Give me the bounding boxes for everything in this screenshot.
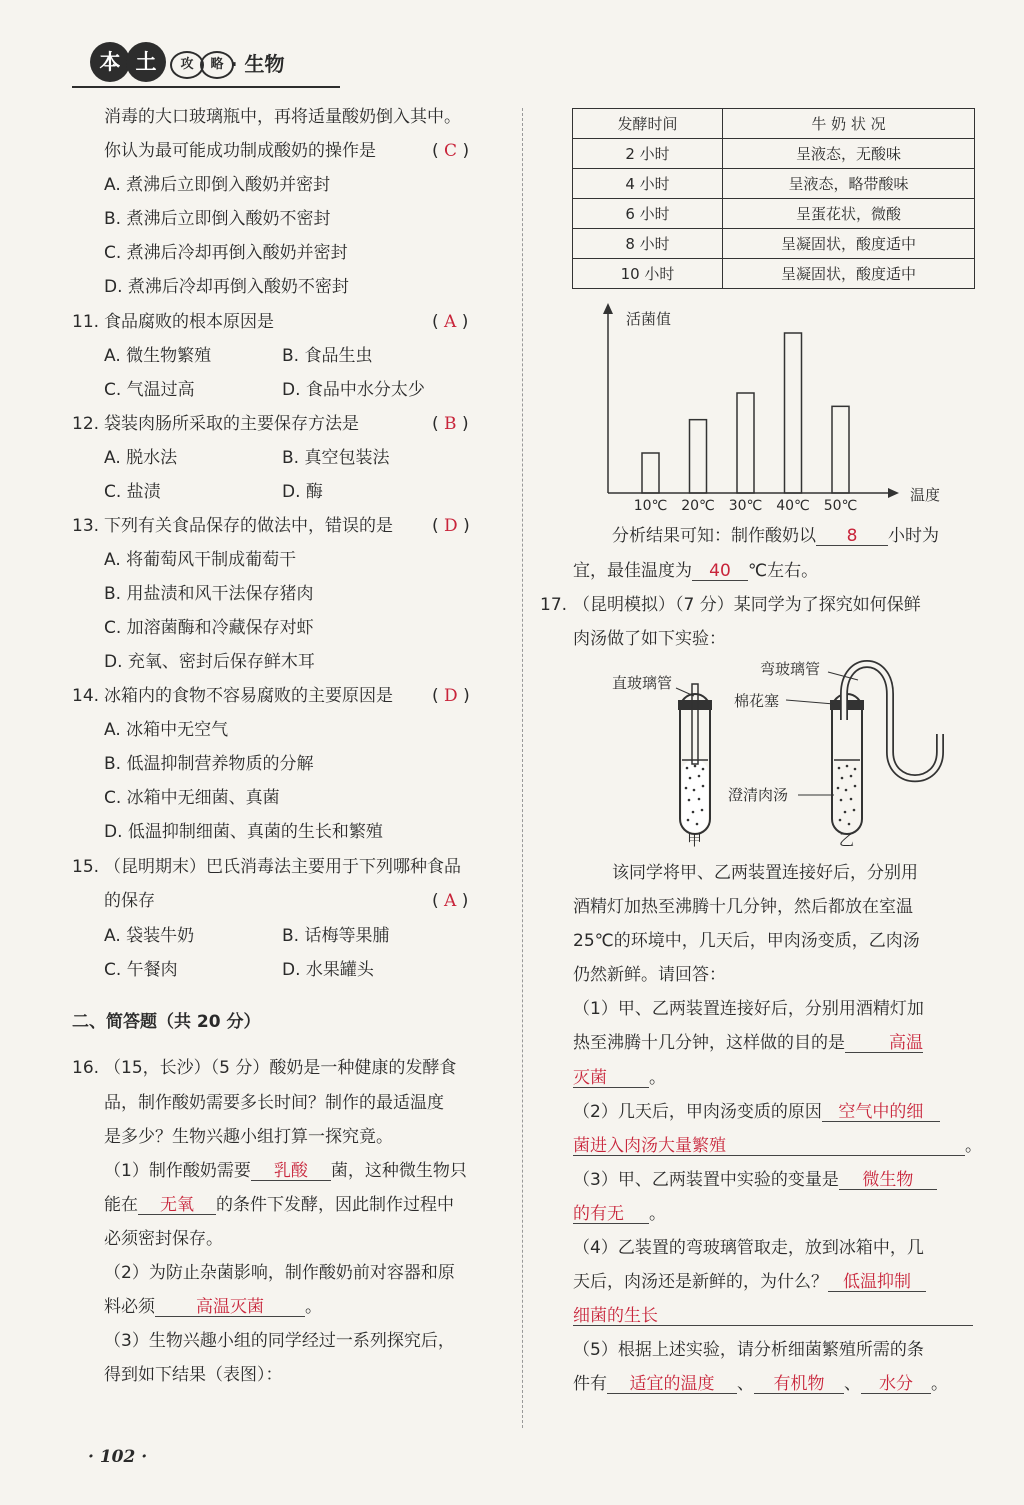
table-cell-time: 4 小时 — [573, 169, 723, 199]
bacteria-temperature-chart — [572, 300, 992, 520]
q17-desc-2: 酒精灯加热至沸腾十几分钟，然后都放在室温 — [573, 897, 913, 917]
header-logo-gong: 攻 — [170, 51, 204, 79]
q12-number: 12. — [72, 414, 100, 434]
q17-s3-answer2: 的有无 — [573, 1205, 649, 1224]
flask-jia — [678, 684, 712, 834]
fermentation-table — [572, 108, 975, 289]
q11-option-c: C. 气温过高 — [104, 380, 195, 400]
q15-answer: A — [444, 891, 457, 911]
table-cell-time: 8 小时 — [573, 229, 723, 259]
bar-20℃ — [690, 420, 707, 493]
column-divider — [522, 108, 523, 1428]
q16-p1-text-d: 的条件下发酵，因此制作过程中 — [216, 1195, 454, 1215]
q17-s2-line1 — [573, 1102, 940, 1122]
q17-s2-answer2: 菌进入肉汤大量繁殖 — [573, 1137, 965, 1156]
analysis-text-a: 分析结果可知：制作酸奶以 — [612, 526, 816, 546]
q17-s5-text-c: 。 — [931, 1374, 948, 1394]
q14-answer-paren: ( D ) — [432, 686, 470, 706]
q16-p1-answer2: 无氧 — [138, 1196, 216, 1215]
x-tick-label: 20℃ — [681, 498, 715, 514]
table-cell-time: 10 小时 — [573, 259, 723, 289]
q11-answer-paren: ( A ) — [432, 312, 469, 332]
q16-part1-line1 — [104, 1161, 467, 1181]
analysis-answer-hours: 8 — [816, 527, 888, 546]
q15-answer-paren: ( A ) — [432, 891, 469, 911]
q17-s3-line2 — [573, 1204, 666, 1224]
q15-option-d: D. 水果罐头 — [282, 960, 374, 980]
bar-40℃ — [785, 333, 802, 493]
q17-s5-sep2: 、 — [844, 1374, 861, 1394]
table-row — [573, 199, 975, 229]
q16-line-1: （15，长沙）（5 分）酸奶是一种健康的发酵食 — [104, 1058, 457, 1078]
q11-text: 食品腐败的根本原因是 — [104, 312, 274, 332]
q11-option-a: A. 微生物繁殖 — [104, 346, 212, 366]
x-axis-arrow-icon — [888, 488, 899, 498]
q16-p2-answer: 高温灭菌 — [155, 1298, 305, 1317]
q17-s3-answer1: 微生物 — [839, 1171, 937, 1190]
table-header-row — [573, 109, 975, 139]
q12-option-b: B. 真空包装法 — [282, 448, 390, 468]
q17-s1-line1: （1）甲、乙两装置连接好后，分别用酒精灯加 — [573, 999, 924, 1019]
q17-s2-answer1: 空气中的细 — [822, 1103, 940, 1122]
apparatus-diagram — [572, 652, 992, 852]
q16-p2-text-b: 料必须 — [104, 1297, 155, 1317]
table-header-status: 牛 奶 状 况 — [723, 109, 975, 139]
table-cell-time: 2 小时 — [573, 139, 723, 169]
q13-answer: D — [444, 516, 458, 536]
q17-s1-text-c: 。 — [649, 1068, 666, 1088]
q16-part3-line1: （3）生物兴趣小组的同学经过一系列探究后， — [104, 1331, 455, 1351]
q16-part3-line2: 得到如下结果（表图）： — [104, 1365, 283, 1385]
table-cell-status: 呈凝固状，酸度适中 — [723, 259, 975, 289]
q17-desc-1: 该同学将甲、乙两装置连接好后，分别用 — [612, 863, 918, 883]
q17-s1-line3 — [573, 1068, 666, 1088]
label-jia: 甲 — [687, 831, 703, 849]
q17-s1-text-b: 热至沸腾十几分钟，这样做的目的是 — [573, 1033, 845, 1053]
q16-part1-line2 — [104, 1195, 454, 1215]
q17-line-2: 肉汤做了如下实验： — [573, 629, 726, 649]
q12-option-d: D. 酶 — [282, 482, 323, 502]
flask-yi — [830, 664, 940, 834]
analysis-line-1 — [612, 526, 939, 546]
x-tick-label: 10℃ — [633, 498, 668, 514]
cont-option-a: A. 煮沸后立即倒入酸奶并密封 — [104, 175, 331, 195]
q17-s3-text-a: （3）甲、乙两装置中实验的变量是 — [573, 1170, 839, 1190]
q16-p1-text-a: （1）制作酸奶需要 — [104, 1161, 251, 1181]
q17-number: 17. — [540, 595, 568, 615]
q11-answer: A — [444, 312, 457, 332]
table-row — [573, 229, 975, 259]
q13-answer-paren: ( D ) — [432, 516, 470, 536]
q12-answer-paren: ( B ) — [432, 414, 469, 434]
q14-option-c: C. 冰箱中无细菌、真菌 — [104, 788, 280, 808]
table-cell-status: 呈液态，无酸味 — [723, 139, 975, 169]
q17-s3-text-c: 。 — [649, 1204, 666, 1224]
q14-option-a: A. 冰箱中无空气 — [104, 720, 229, 740]
q11-option-d: D. 食品中水分太少 — [282, 380, 425, 400]
cont-option-c: C. 煮沸后冷却再倒入酸奶并密封 — [104, 243, 348, 263]
q17-s1-answer2: 灭菌 — [573, 1069, 649, 1088]
q17-s4-answer2: 细菌的生长 — [573, 1307, 973, 1326]
q17-s5-sep1: 、 — [737, 1374, 754, 1394]
table-cell-time: 6 小时 — [573, 199, 723, 229]
q17-s4-line3 — [573, 1306, 973, 1326]
q16-number: 16. — [72, 1058, 100, 1078]
q17-desc-3: 25℃的环境中，几天后，甲肉汤变质，乙肉汤 — [573, 931, 920, 951]
y-axis-arrow-icon — [603, 303, 613, 314]
q16-p1-text-c: 能在 — [104, 1195, 138, 1215]
q16-p1-text-e: 必须密封保存。 — [104, 1229, 223, 1249]
q17-s4-line2 — [573, 1272, 926, 1292]
q17-s5-answer2: 有机物 — [754, 1375, 844, 1394]
q17-s5-text-b: 件有 — [573, 1374, 607, 1394]
q13-option-b: B. 用盐渍和风干法保存猪肉 — [104, 584, 314, 604]
table-cell-status: 呈液态，略带酸味 — [723, 169, 975, 199]
header-logo-ben: 本 — [90, 42, 130, 82]
page-number: · 102 · — [88, 1447, 148, 1467]
analysis-text-b: 小时为 — [888, 526, 939, 546]
q13-option-a: A. 将葡萄风干制成葡萄干 — [104, 550, 297, 570]
bar-10℃ — [642, 453, 659, 493]
q13-option-c: C. 加溶菌酶和冷藏保存对虾 — [104, 618, 314, 638]
cont-option-d: D. 煮沸后冷却再倒入酸奶不密封 — [104, 277, 349, 297]
cont-line-1: 消毒的大口玻璃瓶中，再将适量酸奶倒入其中。 — [104, 107, 461, 127]
q17-s3-line1 — [573, 1170, 937, 1190]
q17-line-1: （昆明模拟）（7 分）某同学为了探究如何保鲜 — [573, 595, 921, 615]
label-cotton-plug: 棉花塞 — [734, 692, 780, 710]
x-tick-label: 50℃ — [823, 498, 858, 514]
cont-line-2: 你认为最可能成功制成酸奶的操作是 — [104, 141, 376, 161]
q17-s5-line2 — [573, 1374, 948, 1394]
q17-s5-answer3: 水分 — [861, 1375, 931, 1394]
q16-part2-line1: （2）为防止杂菌影响，制作酸奶前对容器和原 — [104, 1263, 455, 1283]
leader-cotton — [786, 700, 834, 704]
bar-50℃ — [832, 406, 849, 493]
q14-option-d: D. 低温抑制细菌、真菌的生长和繁殖 — [104, 822, 383, 842]
table-cell-status: 呈蛋花状，微酸 — [723, 199, 975, 229]
q11-option-b: B. 食品生虫 — [282, 346, 373, 366]
analysis-line-2 — [573, 561, 818, 581]
q15-text-line2: 的保存 — [104, 891, 155, 911]
q13-option-d: D. 充氧、密封后保存鲜木耳 — [104, 652, 315, 672]
y-axis-label: 活菌值 — [626, 310, 672, 328]
cont-option-b: B. 煮沸后立即倒入酸奶不密封 — [104, 209, 331, 229]
q16-part2-line2 — [104, 1297, 322, 1317]
analysis-text-d: ℃左右。 — [748, 561, 819, 581]
label-straight-tube: 直玻璃管 — [612, 674, 673, 692]
x-tick-label: 30℃ — [728, 498, 763, 514]
header-logo-lue: 略 — [200, 51, 234, 79]
q12-option-c: C. 盐渍 — [104, 482, 161, 502]
q17-s5-answer1: 适宜的温度 — [607, 1375, 737, 1394]
q17-desc-4: 仍然新鲜。请回答： — [573, 965, 726, 985]
table-row — [573, 259, 975, 289]
q15-text-line1: （昆明期末）巴氏消毒法主要用于下列哪种食品 — [104, 857, 461, 877]
bar-30℃ — [737, 393, 754, 493]
table-row — [573, 139, 975, 169]
tick-label-group — [634, 498, 858, 514]
q12-text: 袋装肉肠所采取的主要保存方法是 — [104, 414, 359, 434]
q14-answer: D — [444, 686, 458, 706]
q14-number: 14. — [72, 686, 100, 706]
analysis-text-c: 宜，最佳温度为 — [573, 561, 692, 581]
q13-number: 13. — [72, 516, 100, 536]
q14-option-b: B. 低温抑制营养物质的分解 — [104, 754, 314, 774]
header-title: · 生物 — [230, 52, 285, 76]
header-rule — [72, 86, 340, 88]
q17-s4-answer1: 低温抑制 — [828, 1273, 926, 1292]
q16-line-2: 品，制作酸奶需要多长时间？制作的最适温度 — [104, 1093, 444, 1113]
q16-p1-answer1: 乳酸 — [251, 1162, 331, 1181]
q16-p1-text-b: 菌，这种微生物只 — [330, 1161, 467, 1181]
q17-s4-text-b: 天后，肉汤还是新鲜的，为什么？ — [573, 1272, 828, 1292]
q17-s1-line2 — [573, 1033, 923, 1053]
table-row — [573, 169, 975, 199]
q12-answer: B — [444, 414, 457, 434]
header-logo-tu: 土 — [126, 42, 166, 82]
cont-answer-paren: ( C ) — [432, 141, 470, 161]
table-header-time: 发酵时间 — [573, 109, 723, 139]
q15-option-c: C. 午餐肉 — [104, 960, 178, 980]
section-title: 二、简答题（共 20 分） — [72, 1012, 261, 1032]
q11-number: 11. — [72, 312, 100, 332]
bar-group — [642, 333, 849, 493]
q15-number: 15. — [72, 857, 100, 877]
x-tick-label: 40℃ — [776, 498, 810, 514]
q17-s2-line2 — [573, 1136, 982, 1156]
q15-option-a: A. 袋装牛奶 — [104, 926, 195, 946]
q12-option-a: A. 脱水法 — [104, 448, 178, 468]
x-axis-label: 温度 — [910, 486, 941, 504]
q17-s2-text-c: 。 — [965, 1136, 982, 1156]
cont-answer: C — [444, 141, 458, 161]
q15-option-b: B. 话梅等果脯 — [282, 926, 390, 946]
q16-line-3: 是多少？生物兴趣小组打算一探究竟。 — [104, 1127, 393, 1147]
label-yi: 乙 — [839, 831, 855, 849]
q17-s5-line1: （5）根据上述实验，请分析细菌繁殖所需的条 — [573, 1340, 924, 1360]
q14-text: 冰箱内的食物不容易腐败的主要原因是 — [104, 686, 393, 706]
q17-s4-line1: （4）乙装置的弯玻璃管取走，放到冰箱中，几 — [573, 1238, 924, 1258]
q13-text: 下列有关食品保存的做法中，错误的是 — [104, 516, 393, 536]
q17-s1-answer1: 高温 — [845, 1034, 923, 1053]
q16-p2-text-c: 。 — [305, 1297, 322, 1317]
analysis-answer-temp: 40 — [692, 562, 748, 581]
table-cell-status: 呈凝固状，酸度适中 — [723, 229, 975, 259]
label-curved-tube: 弯玻璃管 — [760, 660, 821, 678]
q17-s2-text-a: （2）几天后，甲肉汤变质的原因 — [573, 1102, 822, 1122]
label-clear-broth: 澄清肉汤 — [728, 786, 789, 804]
